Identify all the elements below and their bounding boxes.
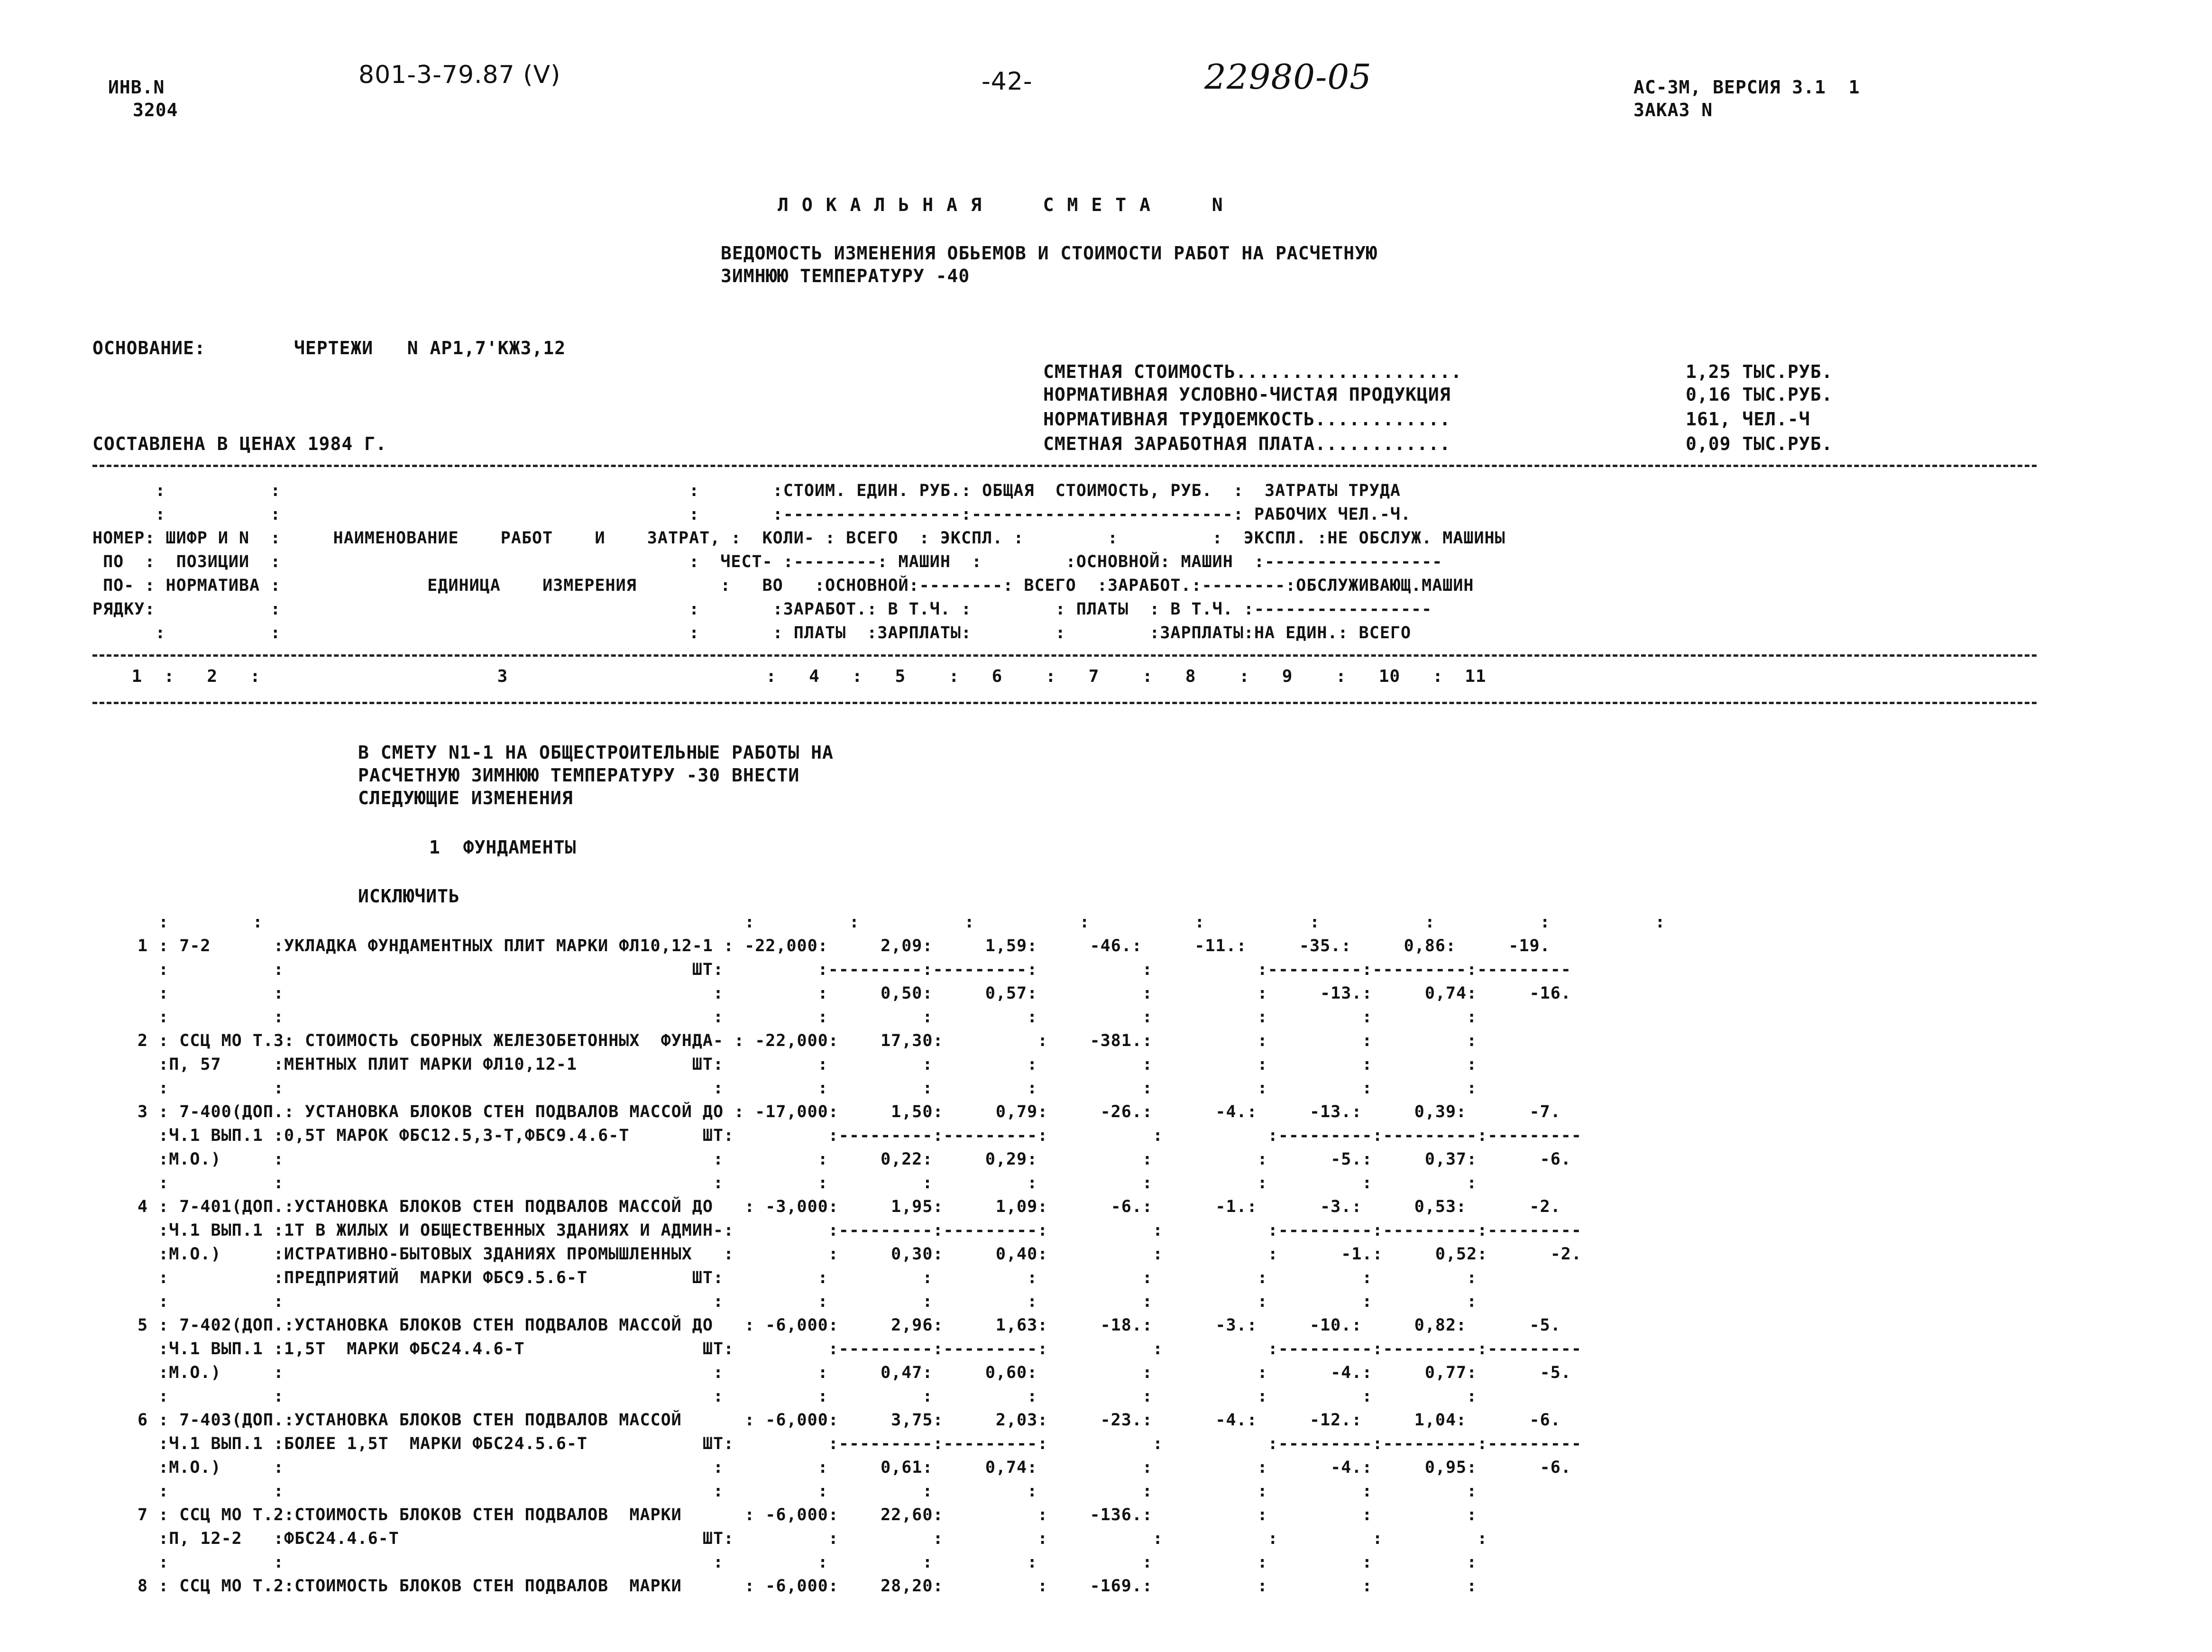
row-line: : : : : : : : : : : : bbox=[138, 913, 1666, 932]
row-line: 8 : ССЦ МО Т.2:СТОИМОСТЬ БЛОКОВ СТЕН ПОДВАЛОВ МАРКИ : -6,000: 28,20: : -169.: : : : bbox=[138, 1577, 1478, 1596]
summary-label: НОРМАТИВНАЯ ТРУДОЕМКОСТЬ............ bbox=[1043, 409, 1451, 430]
header-rule bbox=[92, 654, 2037, 657]
summary-label: СМЕТНАЯ СТОИМОСТЬ.................... bbox=[1043, 361, 1462, 382]
row-line: 5 : 7-402(ДОП.:УСТАНОВКА БЛОКОВ СТЕН ПОДВАЛОВ МАССОЙ ДО : -6,000: 2,96: 1,63: -18.: -3.: -10.: 0,82: -5. bbox=[138, 1316, 1561, 1335]
table-header-line: : : : :-----------------:-------------------------: РАБОЧИХ ЧЕЛ.-Ч. bbox=[92, 505, 1412, 524]
summary-label: СМЕТНАЯ ЗАРАБОТНАЯ ПЛАТА............ bbox=[1043, 433, 1451, 454]
document-code: 801-3-79.87 (V) bbox=[358, 61, 561, 89]
row-line: :М.О.) : : : 0,22: 0,29: : : -5.: 0,37: -6. bbox=[138, 1150, 1571, 1169]
table-header-line: : : : :СТОИМ. ЕДИН. РУБ.: ОБЩАЯ СТОИМОСТЬ, РУБ. : ЗАТРАТЫ ТРУДА bbox=[92, 481, 1401, 500]
summary-value: 0,16 ТЫС.РУБ. bbox=[1686, 384, 1833, 405]
archive-number: 22980-05 bbox=[1204, 57, 1372, 97]
page-number: -42- bbox=[982, 67, 1033, 96]
table-header-line: ПО- : НОРМАТИВА : ЕДИНИЦА ИЗМЕРЕНИЯ : ВО :ОСНОВНОЙ:--------: ВСЕГО :ЗАРАБОТ.:--------:ОБСЛУЖИВАЮЩ.МАШИН bbox=[92, 576, 1474, 595]
basis-label: ОСНОВАНИЕ: bbox=[92, 338, 206, 358]
row-line: :Ч.1 ВЫП.1 :0,5Т МАРОК ФБС12.5,3-Т,ФБС9.4.6-Т ШТ: :---------:---------: : :---------:---------:--------- bbox=[138, 1126, 1582, 1145]
section-title: 1 ФУНДАМЕНТЫ bbox=[429, 837, 577, 858]
summary-value: 161, ЧЕЛ.-Ч bbox=[1686, 409, 1810, 430]
row-line: :М.О.) : : : 0,47: 0,60: : : -4.: 0,77: -5. bbox=[138, 1363, 1571, 1382]
row-line: : : : : : : : : : : bbox=[138, 1387, 1478, 1406]
row-line: : : : : : : : : : : bbox=[138, 1008, 1478, 1027]
price-base: СОСТАВЛЕНА В ЦЕНАХ 1984 Г. bbox=[92, 433, 387, 454]
intro-line: СЛЕДУЮЩИЕ ИЗМЕНЕНИЯ bbox=[358, 788, 573, 808]
row-line: :П, 12-2 :ФБС24.4.6-Т ШТ: : : : : : : : bbox=[138, 1529, 1488, 1548]
row-line: : : : : : : : : : : bbox=[138, 1553, 1478, 1572]
summary-label: НОРМАТИВНАЯ УСЛОВНО-ЧИСТАЯ ПРОДУКЦИЯ bbox=[1043, 384, 1451, 405]
row-line: : : : : : : : : : : bbox=[138, 1174, 1478, 1193]
row-line: 6 : 7-403(ДОП.:УСТАНОВКА БЛОКОВ СТЕН ПОДВАЛОВ МАССОЙ : -6,000: 3,75: 2,03: -23.: -4.: -12.: 1,04: -6. bbox=[138, 1411, 1561, 1430]
intro-line: РАСЧЕТНУЮ ЗИМНЮЮ ТЕМПЕРАТУРУ -30 ВНЕСТИ bbox=[358, 765, 800, 786]
inventory-label: ИНВ.N bbox=[108, 77, 165, 98]
row-line: : : : : : : : : : : bbox=[138, 1079, 1478, 1098]
order-label: ЗАКАЗ N bbox=[1634, 100, 1713, 120]
row-line: 3 : 7-400(ДОП.: УСТАНОВКА БЛОКОВ СТЕН ПОДВАЛОВ МАССОЙ ДО : -17,000: 1,50: 0,79: -26.: -4.: -13.: 0,39: -7. bbox=[138, 1102, 1561, 1121]
row-line: :Ч.1 ВЫП.1 :1,5Т МАРКИ ФБС24.4.6-Т ШТ: :---------:---------: : :---------:---------:--------- bbox=[138, 1340, 1582, 1358]
program-version: АС-3М, ВЕРСИЯ 3.1 1 bbox=[1634, 77, 1860, 98]
row-line: :Ч.1 ВЫП.1 :1Т В ЖИЛЫХ И ОБЩЕСТВЕННЫХ ЗДАНИЯХ И АДМИН-: :---------:---------: : :---------:---------:--------- bbox=[138, 1221, 1582, 1240]
column-numbers: 1 : 2 : 3 : 4 : 5 : 6 : 7 : 8 : 9 : 10 : 11 bbox=[121, 667, 1487, 686]
row-line: : : ШТ: :---------:---------: : :---------:---------:--------- bbox=[138, 960, 1571, 979]
inventory-number: 3204 bbox=[133, 100, 178, 120]
table-header-line: ПО : ПОЗИЦИИ : : ЧЕСТ- :--------: МАШИН : :ОСНОВНОЙ: МАШИН :----------------- bbox=[92, 552, 1443, 571]
table-header-line: НОМЕР: ШИФР И N : НАИМЕНОВАНИЕ РАБОТ И ЗАТРАТ, : КОЛИ- : ВСЕГО : ЭКСПЛ. : : : ЭКСПЛ. :НЕ ОБСЛУЖ. МАШИНЫ bbox=[92, 529, 1505, 548]
row-line: : : : : : : : : : : bbox=[138, 1482, 1478, 1501]
intro-line: В СМЕТУ N1-1 НА ОБЩЕСТРОИТЕЛЬНЫЕ РАБОТЫ НА bbox=[358, 742, 834, 763]
summary-value: 0,09 ТЫС.РУБ. bbox=[1686, 433, 1833, 454]
table-header-line: РЯДКУ: : : :ЗАРАБОТ.: В Т.Ч. : : ПЛАТЫ : В Т.Ч. :----------------- bbox=[92, 600, 1432, 619]
row-line: : : : : 0,50: 0,57: : : -13.: 0,74: -16. bbox=[138, 984, 1571, 1003]
row-line: :М.О.) :ИСТРАТИВНО-БЫТОВЫХ ЗДАНИЯХ ПРОМЫШЛЕННЫХ : : 0,30: 0,40: : : -1.: 0,52: -2. bbox=[138, 1245, 1582, 1264]
row-line: :Ч.1 ВЫП.1 :БОЛЕЕ 1,5Т МАРКИ ФБС24.5.6-Т ШТ: :---------:---------: : :---------:---------:--------- bbox=[138, 1434, 1582, 1453]
row-line: 2 : ССЦ МО Т.3: СТОИМОСТЬ СБОРНЫХ ЖЕЛЕЗОБЕТОННЫХ ФУНДА- : -22,000: 17,30: : -381.: : : : bbox=[138, 1031, 1478, 1050]
basis-value: ЧЕРТЕЖИ N АР1,7'КЖ3,12 bbox=[294, 338, 566, 358]
row-line: 1 : 7-2 :УКЛАДКА ФУНДАМЕНТНЫХ ПЛИТ МАРКИ ФЛ10,12-1 : -22,000: 2,09: 1,59: -46.: -11.: -35.: 0,86: -19. bbox=[138, 936, 1551, 955]
table-top-rule bbox=[92, 465, 2037, 467]
document-subtitle-line2: ЗИМНЮЮ ТЕМПЕРАТУРУ -40 bbox=[721, 266, 970, 286]
row-line: : : : : : : : : : : bbox=[138, 1292, 1478, 1311]
row-line: 7 : ССЦ МО Т.2:СТОИМОСТЬ БЛОКОВ СТЕН ПОДВАЛОВ МАРКИ : -6,000: 22,60: : -136.: : : : bbox=[138, 1505, 1478, 1524]
row-line: :П, 57 :МЕНТНЫХ ПЛИТ МАРКИ ФЛ10,12-1 ШТ: : : : : : : : bbox=[138, 1055, 1478, 1074]
exclude-label: ИСКЛЮЧИТЬ bbox=[358, 886, 460, 907]
table-header-line: : : : : ПЛАТЫ :ЗАРПЛАТЫ: : :ЗАРПЛАТЫ:НА ЕДИН.: ВСЕГО bbox=[92, 624, 1412, 642]
row-line: :М.О.) : : : 0,61: 0,74: : : -4.: 0,95: -6. bbox=[138, 1458, 1571, 1477]
row-line: 4 : 7-401(ДОП.:УСТАНОВКА БЛОКОВ СТЕН ПОДВАЛОВ МАССОЙ ДО : -3,000: 1,95: 1,09: -6.: -1.: -3.: 0,53: -2. bbox=[138, 1197, 1561, 1216]
document-subtitle-line1: ВЕДОМОСТЬ ИЗМЕНЕНИЯ ОБЬЕМОВ И СТОИМОСТИ РАБОТ НА РАСЧЕТНУЮ bbox=[721, 243, 1377, 264]
row-line: : :ПРЕДПРИЯТИЙ МАРКИ ФБС9.5.6-Т ШТ: : : : : : : : bbox=[138, 1268, 1478, 1287]
header-bottom-rule bbox=[92, 702, 2037, 704]
document-title: ЛОКАЛЬНАЯ СМЕТА N bbox=[778, 194, 1236, 215]
summary-value: 1,25 ТЫС.РУБ. bbox=[1686, 361, 1833, 382]
